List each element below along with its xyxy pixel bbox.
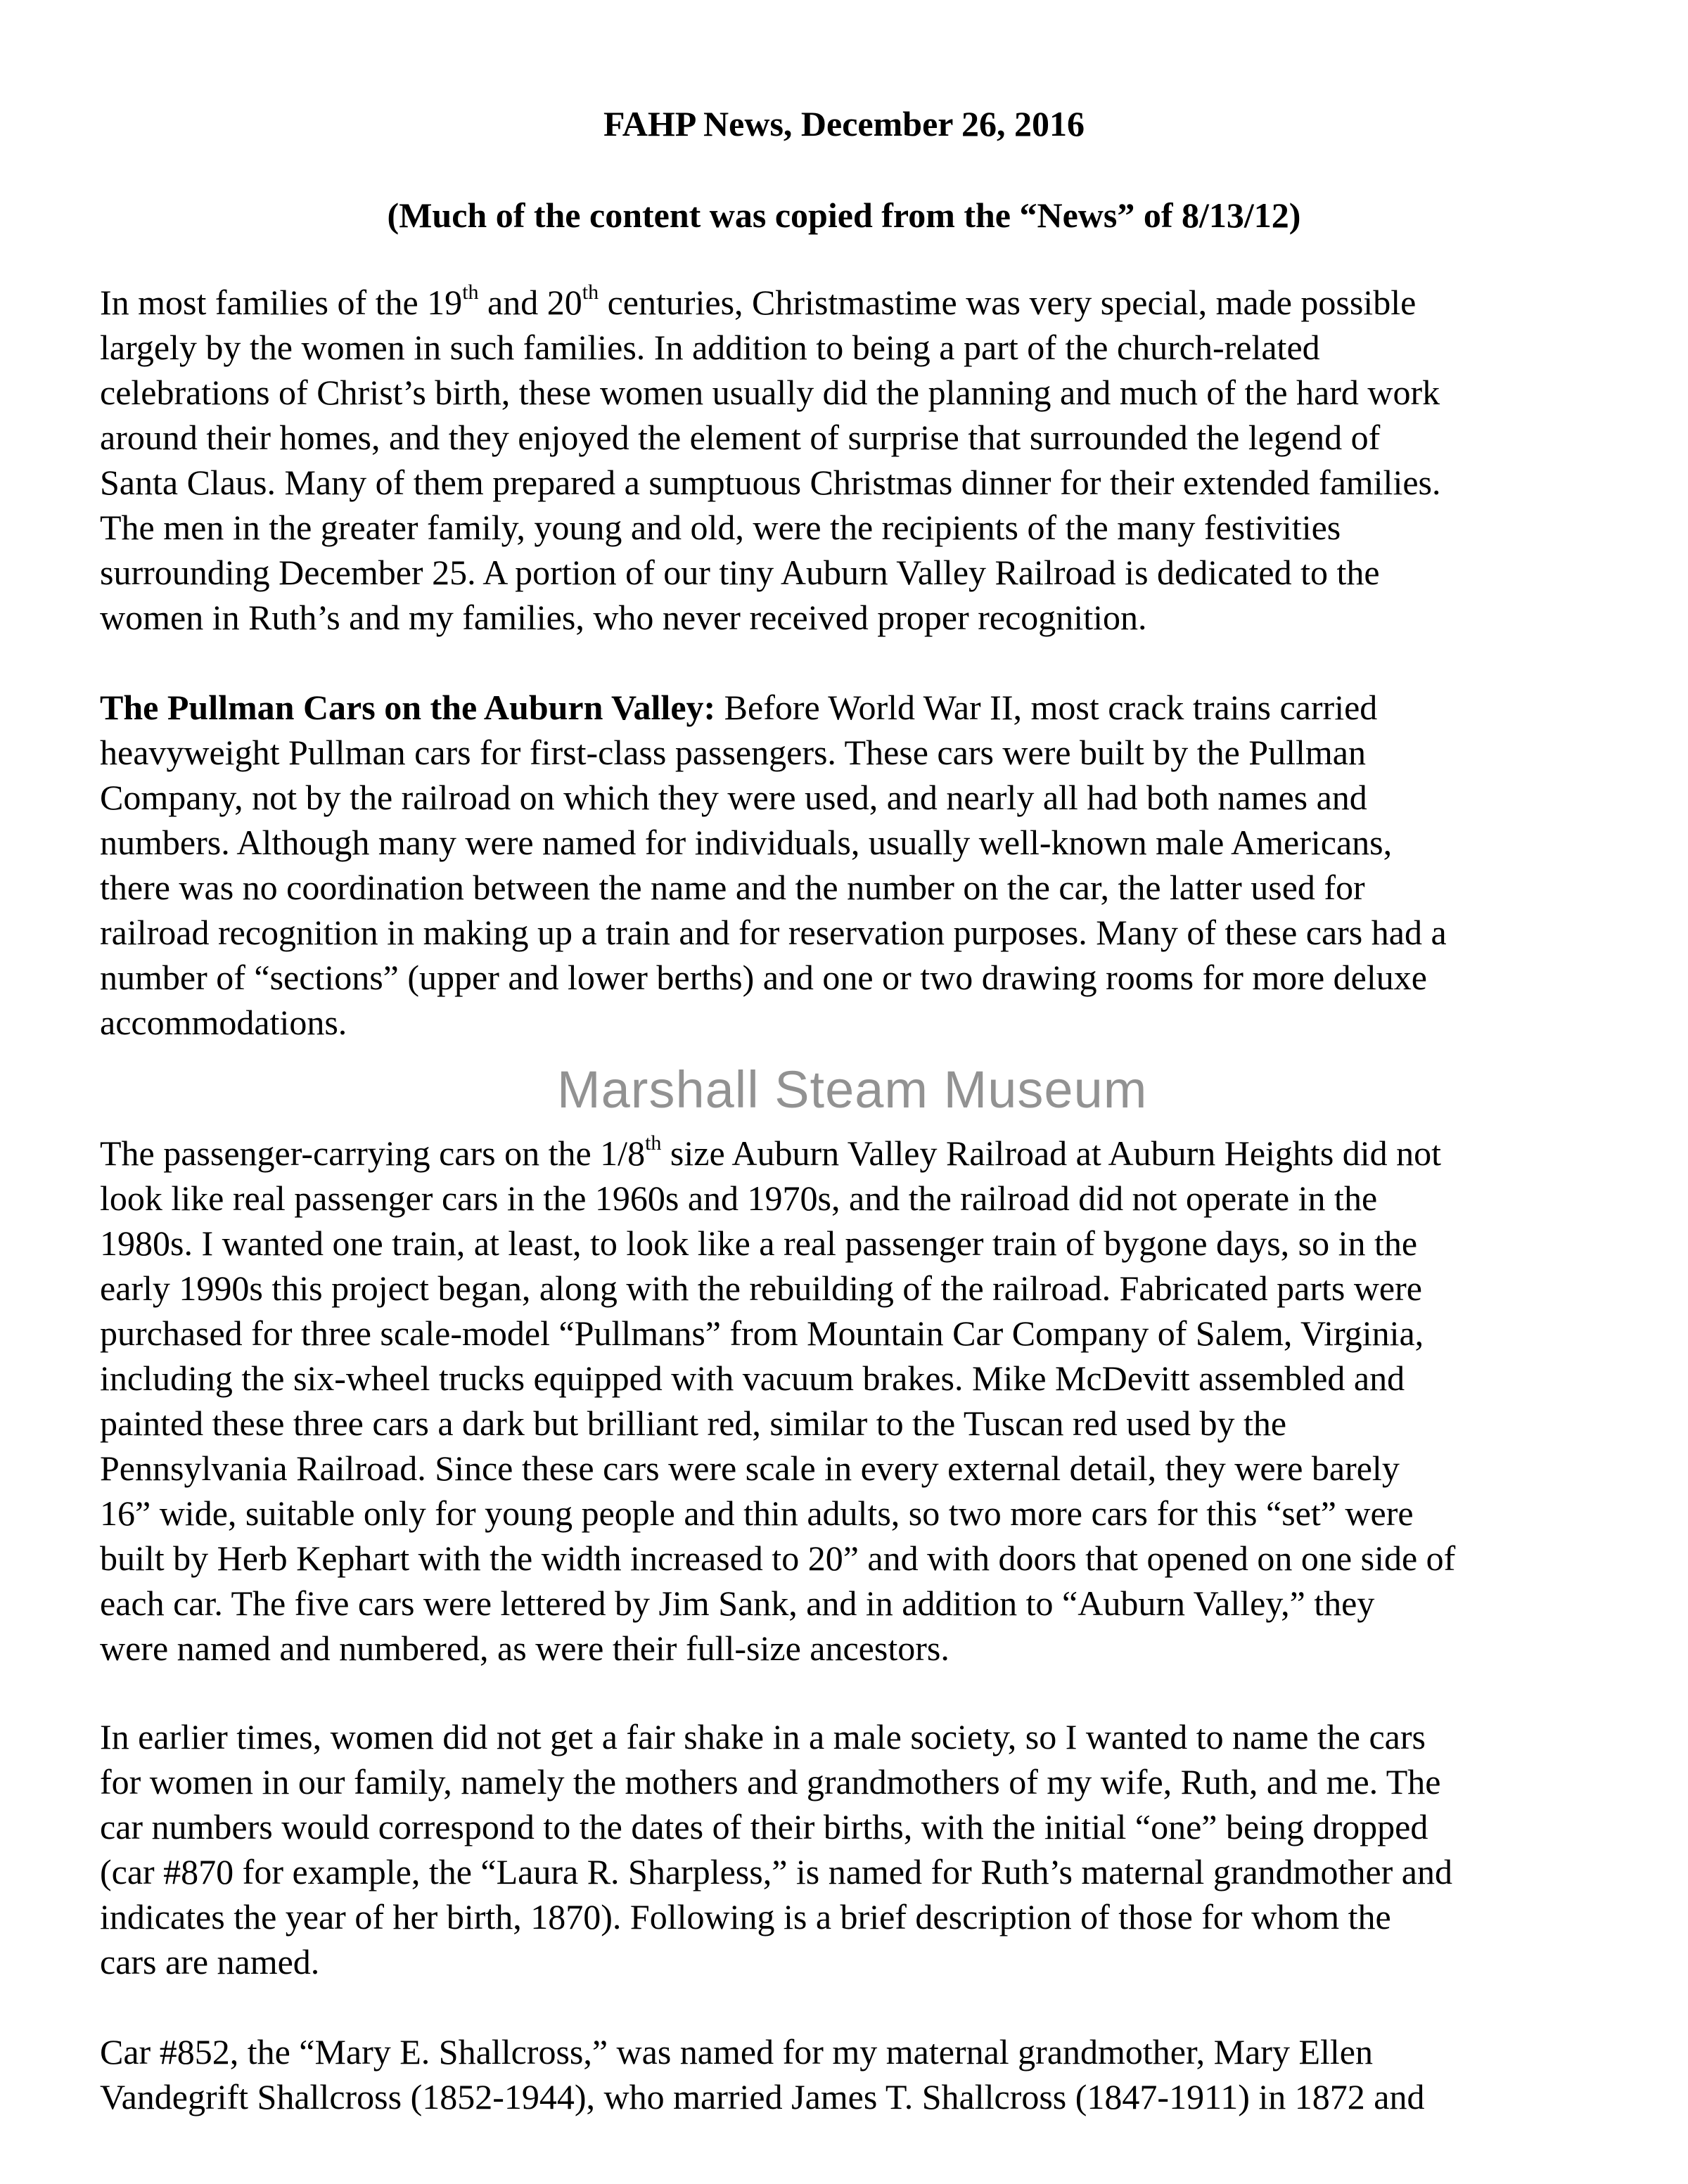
text-run: Pennsylvania Railroad. Since these cars were scale in every external detail, they were barely	[100, 1448, 1400, 1488]
text-run: surrounding December 25. A portion of our tiny Auburn Valley Railroad is dedicated to the	[100, 553, 1380, 592]
text-line	[100, 730, 1447, 775]
text-line	[100, 550, 1441, 595]
paragraph-passenger-cars	[100, 1131, 1455, 1671]
text-run: each car. The five cars were lettered by Jim Sank, and in addition to “Auburn Valley,” they	[100, 1584, 1375, 1623]
text-run: indicates the year of her birth, 1870). Following is a brief description of those for whom the	[100, 1897, 1391, 1936]
text-run: 16” wide, suitable only for young people and thin adults, so two more cars for this “set” were	[100, 1494, 1414, 1533]
text-run: The passenger-carrying cars on the 1/8	[100, 1133, 646, 1173]
text-line	[100, 1581, 1455, 1626]
text-line	[100, 1221, 1455, 1266]
text-line	[100, 1491, 1455, 1536]
watermark-logo: Marshall Steam Museum	[557, 1060, 1148, 1119]
text-line	[100, 1714, 1452, 1759]
text-run: around their homes, and they enjoyed the element of surprise that surrounded the legend of	[100, 418, 1381, 457]
text-line	[100, 1401, 1455, 1446]
text-run: numbers. Although many were named for individuals, usually well-known male Americans,	[100, 823, 1393, 862]
text-run: built by Herb Kephart with the width increased to 20” and with doors that opened on one side of	[100, 1539, 1456, 1578]
paragraph-car-naming	[100, 1714, 1452, 1984]
text-run: car numbers would correspond to the dates of their births, with the initial “one” being dropped	[100, 1807, 1428, 1846]
text-run: Vandegrift Shallcross (1852-1944), who married James T. Shallcross (1847-1911) in 1872 and	[100, 2077, 1425, 2116]
superscript: th	[645, 1131, 662, 1155]
text-run: painted these three cars a dark but brilliant red, similar to the Tuscan red used by the	[100, 1403, 1287, 1443]
text-line	[100, 955, 1447, 1000]
text-line	[100, 505, 1441, 550]
paragraph-christmas-intro	[100, 280, 1441, 640]
text-line	[100, 865, 1447, 910]
superscript: th	[582, 281, 599, 304]
text-run: Santa Claus. Many of them prepared a sumptuous Christmas dinner for their extended families.	[100, 463, 1441, 502]
document-subtitle: (Much of the content was copied from the “News” of 8/13/12)	[387, 195, 1301, 235]
text-line	[100, 460, 1441, 505]
text-run: for women in our family, namely the mothers and grandmothers of my wife, Ruth, and me. The	[100, 1762, 1441, 1801]
text-line	[100, 1894, 1452, 1939]
text-line	[100, 1536, 1455, 1581]
text-run: celebrations of Christ’s birth, these women usually did the planning and much of the hard work	[100, 373, 1440, 412]
text-run: Company, not by the railroad on which they were used, and nearly all had both names and	[100, 778, 1367, 817]
text-line	[100, 370, 1441, 415]
text-run: cars are named.	[100, 1942, 320, 1981]
text-line	[100, 595, 1441, 640]
text-line	[100, 1176, 1455, 1221]
text-line	[100, 1759, 1452, 1804]
paragraph-car-852	[100, 2029, 1424, 2119]
text-line	[100, 910, 1447, 955]
superscript: th	[462, 281, 479, 304]
text-run: and 20	[478, 283, 582, 322]
paragraph-pullman-cars	[100, 685, 1447, 1045]
text-run: heavyweight Pullman cars for first-class passengers. These cars were built by the Pullman	[100, 733, 1366, 772]
text-run: centuries, Christmastime was very special, made possible	[599, 283, 1417, 322]
text-line	[100, 1131, 1455, 1176]
text-line	[100, 820, 1447, 865]
text-run: railroad recognition in making up a train and for reservation purposes. Many of these cars had a	[100, 913, 1447, 952]
text-run: size Auburn Valley Railroad at Auburn Heights did not	[661, 1133, 1442, 1173]
text-line	[100, 2074, 1424, 2119]
text-line	[100, 280, 1441, 325]
text-line	[100, 1804, 1452, 1849]
bold-lead-in: The Pullman Cars on the Auburn Valley:	[100, 688, 716, 727]
text-run: largely by the women in such families. In addition to being a part of the church-related	[100, 328, 1320, 367]
text-run: (car #870 for example, the “Laura R. Sharpless,” is named for Ruth’s maternal grandmother and	[100, 1852, 1452, 1891]
document-title: FAHP News, December 26, 2016	[603, 104, 1085, 143]
text-run: In earlier times, women did not get a fair shake in a male society, so I wanted to name the cars	[100, 1717, 1426, 1756]
text-run: women in Ruth’s and my families, who never received proper recognition.	[100, 598, 1147, 637]
text-run: there was no coordination between the name and the number on the car, the latter used for	[100, 868, 1365, 907]
text-line	[100, 1356, 1455, 1401]
text-run: number of “sections” (upper and lower berths) and one or two drawing rooms for more deluxe	[100, 958, 1427, 997]
text-run: In most families of the 19	[100, 283, 463, 322]
text-line	[100, 1849, 1452, 1894]
text-line	[100, 1311, 1455, 1356]
text-run: early 1990s this project began, along with the rebuilding of the railroad. Fabricated parts were	[100, 1268, 1422, 1308]
text-line	[100, 325, 1441, 370]
text-line	[100, 1626, 1455, 1671]
text-run: were named and numbered, as were their full-size ancestors.	[100, 1629, 950, 1668]
text-line	[100, 415, 1441, 460]
text-line	[100, 2029, 1424, 2074]
text-run: Car #852, the “Mary E. Shallcross,” was named for my maternal grandmother, Mary Ellen	[100, 2032, 1373, 2071]
text-line	[100, 1266, 1455, 1311]
text-line	[100, 1446, 1455, 1491]
text-run: including the six-wheel trucks equipped with vacuum brakes. Mike McDevitt assembled and	[100, 1358, 1405, 1398]
text-run: The men in the greater family, young and old, were the recipients of the many festivities	[100, 508, 1341, 547]
text-run: look like real passenger cars in the 1960s and 1970s, and the railroad did not operate in the	[100, 1178, 1378, 1218]
text-run: Before World War II, most crack trains carried	[715, 688, 1378, 727]
text-line	[100, 775, 1447, 820]
text-line	[100, 1000, 1447, 1045]
text-line	[100, 1939, 1452, 1984]
text-line	[100, 685, 1447, 730]
text-run: accommodations.	[100, 1003, 347, 1042]
text-run: 1980s. I wanted one train, at least, to look like a real passenger train of bygone days, so in the	[100, 1223, 1418, 1263]
text-run: purchased for three scale-model “Pullmans” from Mountain Car Company of Salem, Virginia,	[100, 1313, 1424, 1353]
